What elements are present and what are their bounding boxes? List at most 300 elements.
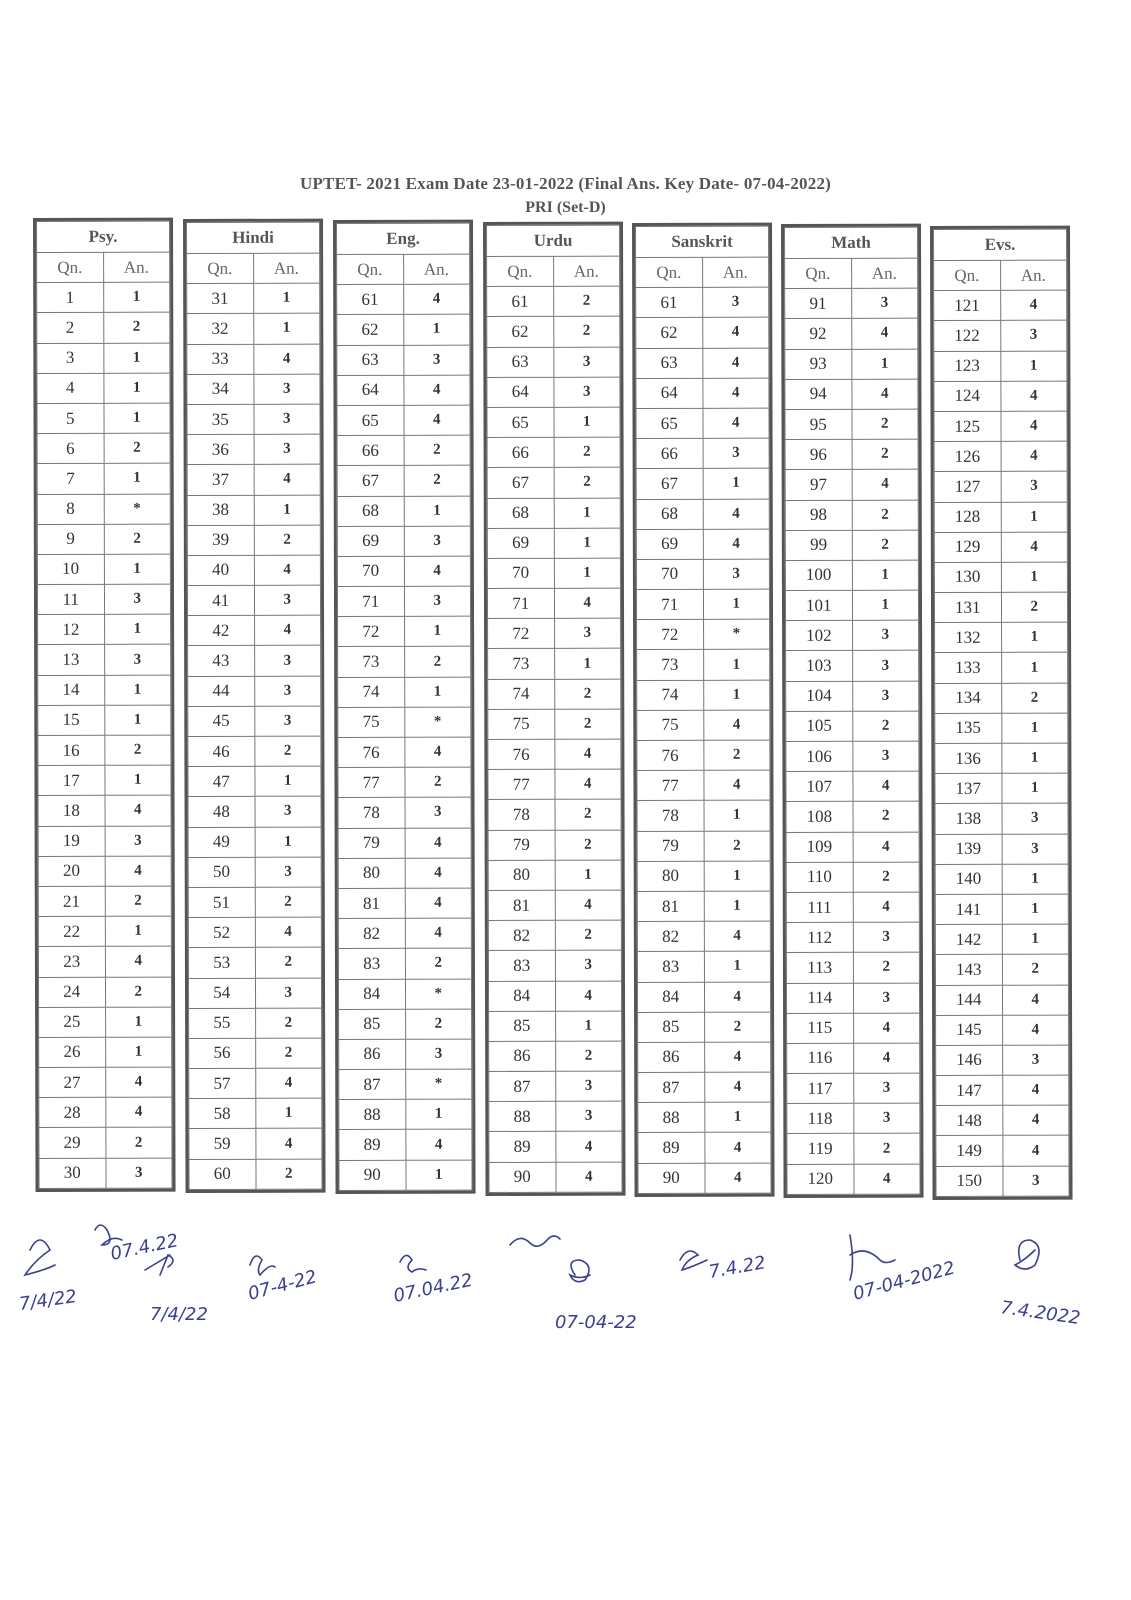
table-row [338,798,471,829]
answer-value: 3 [853,983,920,1013]
question-number: 36 [187,434,254,464]
question-number: 62 [337,315,404,345]
table-row [487,286,620,317]
answer-value: 3 [254,706,321,736]
answer-value: 4 [403,284,470,314]
question-number: 105 [786,711,853,741]
question-number: 17 [38,766,105,796]
answer-value: 4 [703,710,770,740]
table-row [936,1136,1069,1167]
question-number: 64 [337,375,404,405]
question-number: 5 [37,403,104,433]
table-row [934,351,1067,382]
table-row [187,374,320,405]
answer-value: 2 [404,647,471,677]
answer-value: 1 [104,675,171,705]
answer-value: 1 [1001,653,1068,683]
question-number: 137 [935,774,1002,804]
answer-value: 3 [405,798,472,828]
question-number: 55 [189,1008,256,1038]
answer-value: 4 [1002,1075,1069,1105]
question-number: 61 [337,285,404,315]
table-row [785,590,918,621]
table-row [934,471,1067,502]
question-number: 73 [488,649,555,679]
answer-value: 3 [703,559,770,589]
answer-value: 4 [1001,532,1068,562]
table-row [786,922,919,953]
table-row [337,526,470,557]
question-number: 142 [935,924,1002,954]
answer-value: 4 [105,946,172,976]
question-number: 77 [488,770,555,800]
table-row [37,313,170,344]
question-number: 34 [187,374,254,404]
answer-value: 2 [851,409,918,439]
answer-value: 1 [404,496,471,526]
question-number: 21 [38,886,105,916]
table-row [338,888,471,919]
table-row [487,558,620,589]
question-number: 80 [488,860,555,890]
answer-value: 4 [554,588,621,618]
table-row [338,918,471,949]
question-number: 148 [936,1106,1003,1136]
table-row [934,532,1067,563]
answer-value: 2 [254,736,321,766]
table-row [637,861,770,892]
answer-value: 3 [853,1103,920,1133]
answer-value: 2 [404,465,471,495]
question-number: 58 [189,1099,256,1129]
table-row [488,679,621,710]
answer-value: 1 [1001,743,1068,773]
question-number: 69 [487,528,554,558]
table-row [935,773,1068,804]
table-row [786,681,919,712]
table-row [637,740,770,771]
answer-value: 3 [554,618,621,648]
table-row [337,284,470,315]
table-row [785,349,918,380]
signatures-drawing [0,1220,1131,1370]
table-row [935,743,1068,774]
answer-value: 2 [1001,592,1068,622]
table-row [39,1067,172,1098]
question-number: 84 [338,979,405,1009]
answer-value: 1 [103,403,170,433]
question-number: 76 [637,740,704,770]
answer-table-5 [781,224,924,1198]
answer-value: 4 [555,890,622,920]
answer-value: 3 [405,1039,472,1069]
answer-value: 4 [105,1067,172,1097]
table-row [637,770,770,801]
question-number: 10 [37,554,104,584]
question-number: 22 [38,916,105,946]
table-row [39,1128,172,1159]
question-number: 82 [338,918,405,948]
answer-value: 1 [404,677,471,707]
table-row [38,735,171,766]
table-row [187,555,320,586]
table-row [786,802,919,833]
question-number: 68 [487,498,554,528]
table-row [489,1041,622,1072]
answer-value: 3 [255,978,322,1008]
answer-value: 2 [853,802,920,832]
table-row [935,894,1068,925]
table-row [787,1073,920,1104]
question-number: 123 [934,351,1001,381]
question-number: 71 [636,589,703,619]
answer-value: 4 [704,921,771,951]
table-row [37,433,170,464]
question-number: 99 [785,530,852,560]
answer-value: * [703,619,770,649]
table-row [337,586,470,617]
table-row [785,530,918,561]
answer-value: 2 [555,830,622,860]
question-number: 87 [638,1072,705,1102]
table-row [786,620,919,651]
question-number: 52 [188,917,255,947]
answer-value: 1 [1001,773,1068,803]
question-number: 68 [337,496,404,526]
answer-value: 4 [704,982,771,1012]
answer-column-header: An. [553,256,620,286]
table-row [187,585,320,616]
answer-value: 3 [403,345,470,375]
question-number: 94 [785,379,852,409]
answer-value: 1 [1002,924,1069,954]
table-row [935,653,1068,684]
table-row [638,1012,771,1043]
table-row [37,373,170,404]
question-number: 66 [337,435,404,465]
question-number: 76 [338,737,405,767]
table-row [38,977,171,1008]
answer-value: 2 [704,831,771,861]
answer-value: 2 [853,952,920,982]
answer-value: 4 [1000,381,1067,411]
table-row [935,864,1068,895]
answer-value: 1 [1001,502,1068,532]
answer-value: 2 [554,709,621,739]
table-row [936,1075,1069,1106]
answer-value: 2 [852,439,919,469]
question-number: 89 [638,1133,705,1163]
answer-value: 1 [104,765,171,795]
question-number: 136 [935,743,1002,773]
question-number: 30 [39,1158,106,1188]
question-number: 149 [936,1136,1003,1166]
answer-value: 1 [703,468,770,498]
answer-column-header: An. [1000,260,1067,290]
question-number: 81 [488,890,555,920]
question-number: 11 [37,584,104,614]
answer-value: 2 [404,435,471,465]
table-row [934,290,1067,321]
table-row [188,827,321,858]
signature-mark [510,1236,560,1246]
question-number: 86 [339,1039,406,1069]
answer-value: 1 [103,343,170,373]
answer-value: 2 [852,500,919,530]
answer-value: 2 [104,433,171,463]
table-row [489,1101,622,1132]
table-row [187,344,320,375]
table-row [785,469,918,500]
question-number: 146 [936,1045,1003,1075]
table-row [487,528,620,559]
question-number: 107 [786,772,853,802]
question-number: 79 [488,830,555,860]
question-number: 32 [187,314,254,344]
question-number: 12 [38,615,105,645]
answer-value: 4 [853,1013,920,1043]
answer-value: 1 [704,1102,771,1132]
table-row [487,407,620,438]
table-row [337,345,470,376]
answer-value: 1 [404,616,471,646]
table-row [337,435,470,466]
table-row [188,857,321,888]
question-number: 15 [38,705,105,735]
question-number: 106 [786,741,853,771]
question-number: 141 [935,894,1002,924]
answer-value: 2 [704,1012,771,1042]
answer-value: 2 [554,679,621,709]
question-number: 7 [37,464,104,494]
question-number: 62 [487,317,554,347]
table-row [935,985,1068,1016]
question-number: 121 [934,291,1001,321]
question-number: 41 [187,585,254,615]
answer-value: 4 [1002,1105,1069,1135]
question-number: 61 [487,287,554,317]
question-number: 147 [936,1075,1003,1105]
table-row [785,288,918,319]
table-row [638,1072,771,1103]
answer-value: 4 [255,917,322,947]
signature-date: 7/4/22 [150,1304,208,1325]
question-number: 143 [935,955,1002,985]
table-row [638,1102,771,1133]
answer-value: 1 [105,1007,172,1037]
section-title: Eng. [337,223,470,254]
question-number: 67 [337,466,404,496]
table-row [637,951,770,982]
table-row [489,1071,622,1102]
question-number: 75 [338,707,405,737]
answer-value: 2 [255,1159,322,1189]
question-number: 85 [339,1009,406,1039]
table-row [187,404,320,435]
question-number: 39 [187,525,254,555]
table-row [488,769,621,800]
table-row [785,439,918,470]
answer-value: 1 [1001,562,1068,592]
question-column-header: Qn. [37,252,104,282]
question-number: 89 [339,1130,406,1160]
question-number: 82 [488,920,555,950]
answer-value: 1 [255,827,322,857]
answer-value: 4 [105,1097,172,1127]
question-number: 49 [188,827,255,857]
answer-value: 2 [105,977,172,1007]
question-number: 118 [787,1104,854,1134]
table-row [189,1008,322,1039]
answer-value: 2 [852,530,919,560]
question-number: 70 [636,559,703,589]
table-row [637,801,770,832]
answer-value: 2 [853,1134,920,1164]
signature-date: 07-4-22 [245,1266,320,1305]
question-number: 75 [488,709,555,739]
question-number: 78 [338,798,405,828]
question-number: 27 [39,1067,106,1097]
table-row [935,622,1068,653]
answer-value: 4 [703,529,770,559]
question-number: 3 [37,343,104,373]
question-number: 70 [487,558,554,588]
question-number: 97 [785,470,852,500]
table-row [785,500,918,531]
table-row [934,562,1067,593]
answer-value: 1 [703,589,770,619]
answer-value: 1 [852,590,919,620]
signature-date: 07.04.22 [391,1269,475,1307]
table-row [934,411,1067,442]
table-row [338,647,471,678]
table-row [188,917,321,948]
section-title: Math [785,227,918,258]
table-row [936,1045,1069,1076]
question-number: 114 [786,983,853,1013]
answer-value: 1 [103,373,170,403]
table-row [488,950,621,981]
question-number: 38 [187,495,254,525]
question-number: 66 [636,438,703,468]
answer-value: 3 [1002,1166,1069,1196]
table-row [637,921,770,952]
table-row [38,765,171,796]
table-row [487,437,620,468]
signature-date: 07-04-22 [555,1312,637,1333]
answer-value: 4 [253,344,320,374]
question-number: 4 [37,373,104,403]
answer-value: 1 [704,861,771,891]
table-row [637,619,770,650]
answer-value: 3 [853,922,920,952]
table-row [187,314,320,345]
question-number: 23 [38,947,105,977]
answer-value: 3 [853,1073,920,1103]
question-number: 75 [637,710,704,740]
table-row [636,499,769,530]
question-number: 89 [489,1132,556,1162]
answer-value: 4 [404,556,471,586]
section-title: Hindi [187,222,320,253]
answer-value: 1 [403,315,470,345]
table-row [935,804,1068,835]
table-row [488,890,621,921]
table-row [637,891,770,922]
table-row [187,495,320,526]
table-row [37,463,170,494]
table-row [189,1159,322,1190]
table-row [488,739,621,770]
table-row [339,1160,472,1191]
answer-value: 4 [405,918,472,948]
answer-value: 4 [254,555,321,585]
answer-value: 3 [104,645,171,675]
table-row [37,494,170,525]
answer-value: 3 [254,585,321,615]
answer-value: 3 [1002,1045,1069,1075]
question-number: 59 [189,1129,256,1159]
answer-value: 4 [403,405,470,435]
question-number: 78 [637,801,704,831]
question-number: 74 [338,677,405,707]
question-number: 133 [935,653,1002,683]
signature-date: 7/4/22 [17,1286,79,1315]
question-number: 110 [786,862,853,892]
table-row [39,1158,172,1189]
answer-column-header: An. [103,252,170,282]
answer-value: 4 [404,737,471,767]
answer-value: 1 [703,650,770,680]
question-number: 13 [38,645,105,675]
table-row [188,947,321,978]
table-row [339,1009,472,1040]
answer-column-header: An. [851,258,918,288]
question-number: 16 [38,735,105,765]
signature-date: 7.4.22 [707,1252,768,1283]
question-number: 64 [487,377,554,407]
table-row [38,916,171,947]
answer-column-header: An. [253,253,320,283]
answer-value: 2 [103,313,170,343]
question-number: 95 [785,409,852,439]
table-row [337,465,470,496]
question-number: 67 [636,469,703,499]
question-number: 71 [337,586,404,616]
answer-value: 1 [852,560,919,590]
table-row [337,375,470,406]
question-number: 72 [637,620,704,650]
answer-value: 3 [703,438,770,468]
answer-value: 3 [555,1071,622,1101]
question-number: 76 [488,739,555,769]
answer-value: 4 [1000,290,1067,320]
answer-table-6 [930,226,1073,1200]
answer-value: 1 [405,1099,472,1129]
table-row [637,831,770,862]
answer-column-header: An. [702,257,769,287]
table-row [37,524,170,555]
answer-value: 4 [704,1072,771,1102]
table-row [488,860,621,891]
question-number: 50 [188,857,255,887]
question-number: 126 [934,441,1001,471]
question-number: 101 [785,590,852,620]
table-row [187,464,320,495]
question-number: 14 [38,675,105,705]
question-number: 74 [637,680,704,710]
table-row [488,981,621,1012]
